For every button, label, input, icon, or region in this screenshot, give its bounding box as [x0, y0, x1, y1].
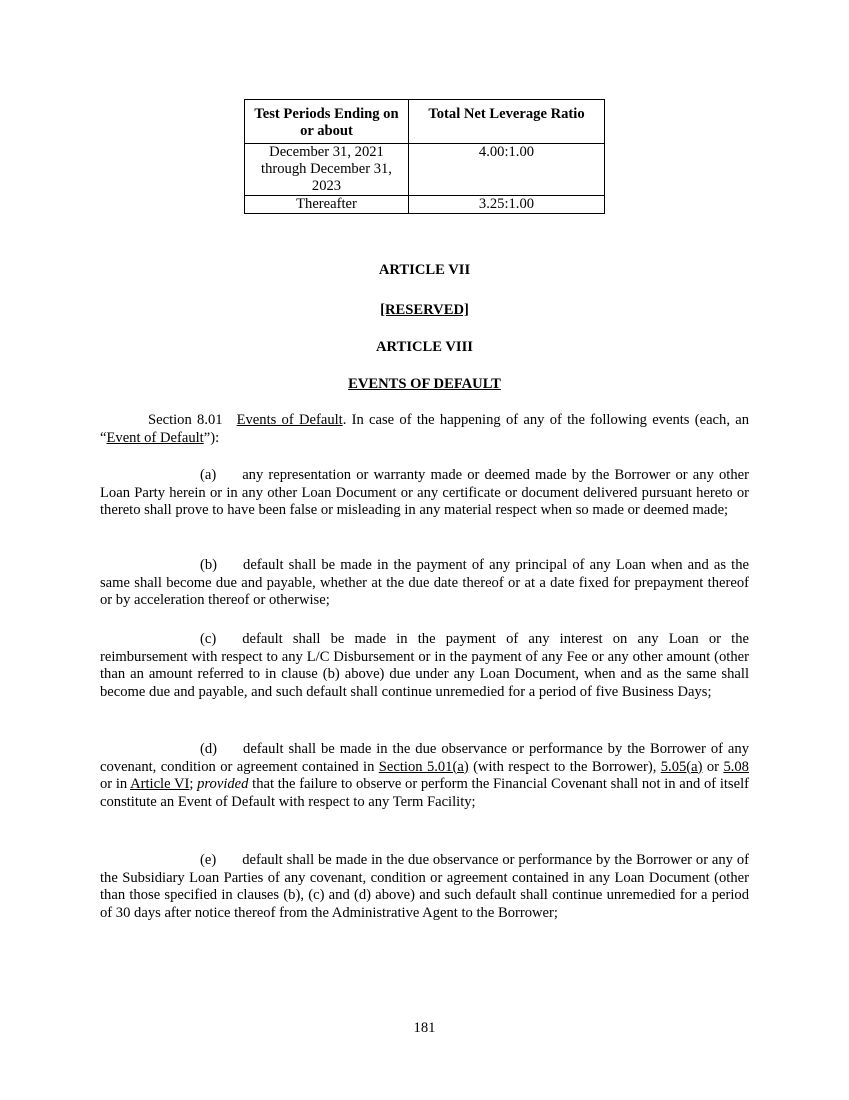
reserved-heading-text: [RESERVED] — [380, 302, 469, 318]
clause-c-label: (c) — [200, 631, 217, 647]
clause-e — [100, 852, 749, 922]
clause-d — [100, 741, 749, 811]
events-of-default-heading-text: EVENTS OF DEFAULT — [348, 376, 501, 392]
article-vii-heading: ARTICLE VII — [378, 262, 471, 278]
clause-d-text-6: that the failure to observe or perform the Financial Covenant shall not in and of itself constitute an Event of Default with respect to any Term Facility; — [100, 776, 749, 810]
section-intro-end: ”): — [203, 429, 220, 446]
section-number: Section 8.01 — [148, 412, 223, 428]
defined-term-event-of-default: Event of Default — [106, 429, 204, 446]
table-cell-period: December 31, 2021 through December 31, 2023 — [245, 144, 409, 196]
table-row — [245, 196, 605, 214]
section-title: Events of Default — [236, 412, 343, 428]
clause-d-provided: provided — [197, 776, 249, 792]
header-test-periods: Test Periods Ending on or about — [245, 100, 409, 144]
table-header-row — [245, 100, 605, 144]
clause-d-text-2: (with respect to the Borrower), — [468, 758, 661, 775]
table-cell-ratio: 3.25:1.00 — [409, 196, 605, 214]
page-number: 181 — [413, 1020, 436, 1036]
clause-d-label: (d) — [200, 741, 218, 757]
table-cell-ratio: 4.00:1.00 — [409, 144, 605, 196]
clause-b — [100, 557, 749, 610]
clause-e-text: default shall be made in the due observance or performance by the Borrower or any of the Subsidiary Loan Parties of any covenant, condition or agreement contained in any Loan Document (other than those specified in clauses (b), (c) and (d) above) and such default shall continue unremedied for a period of 30 days after notice thereof from the Administrative Agent to the Borrower; — [100, 852, 749, 921]
clause-a — [100, 467, 749, 520]
clause-d-text-3: or — [702, 758, 724, 775]
section-intro: . In case of the happening of any of the following events (each, an “ — [100, 412, 749, 446]
clause-a-label: (a) — [200, 467, 217, 483]
clause-a-text: any representation or warranty made or deemed made by the Borrower or any other Loan Party herein or in any other Loan Document or any certificate or document delivered pursuant hereto or thereto shall prove to have been false or misleading in any material respect when so made or deemed made; — [100, 467, 749, 518]
clause-b-text: default shall be made in the payment of any principal of any Loan when and as the same shall become due and payable, whether at the due date thereof or at a date fixed for prepayment thereof or by acceleration thereof or otherwise; — [100, 557, 749, 608]
section-8-01-paragraph — [100, 412, 749, 447]
clause-c — [100, 631, 749, 701]
section-5-08-link[interactable]: 5.08 — [723, 758, 749, 775]
events-of-default-heading — [0, 376, 849, 394]
table-row — [245, 144, 605, 196]
reserved-heading — [0, 302, 849, 320]
header-leverage-ratio: Total Net Leverage Ratio — [409, 100, 605, 144]
article-viii-heading: ARTICLE VIII — [376, 339, 473, 355]
clause-b-label: (b) — [200, 557, 218, 573]
leverage-ratio-table — [244, 99, 605, 214]
clause-d-text-1: default shall be made in the due observance or performance by the Borrower of any covenant, condition or agreement contained in — [100, 741, 749, 775]
table-cell-period: Thereafter — [245, 196, 409, 214]
clause-d-text-5: ; — [189, 776, 198, 792]
section-5-01a-link[interactable]: Section 5.01(a) — [378, 758, 469, 775]
clause-c-text: default shall be made in the payment of any interest on any Loan or the reimbursement with respect to any L/C Disbursement or in the payment of any Fee or any other amount (other than an amount referred to in clause (b) above) due under any Loan Document, when and as the same shall become due and payable, and such default shall continue unremedied for a period of five Business Days; — [100, 631, 749, 700]
clause-d-text-4: or in — [100, 776, 131, 792]
section-5-05a-link[interactable]: 5.05(a) — [660, 758, 703, 775]
clause-e-label: (e) — [200, 852, 217, 868]
article-vi-link[interactable]: Article VI — [130, 776, 190, 792]
